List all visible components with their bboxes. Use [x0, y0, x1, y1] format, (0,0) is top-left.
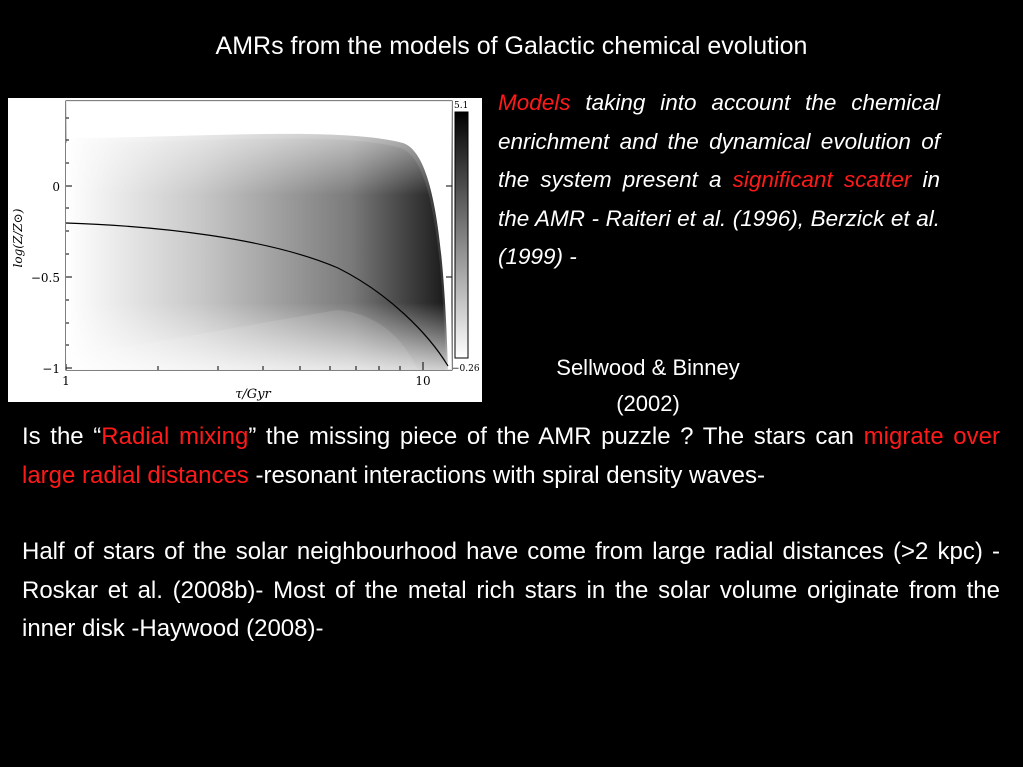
credit-year: (2002): [616, 391, 680, 416]
x-tick-label: 1: [62, 374, 70, 388]
paragraph-spacer: [22, 495, 1000, 533]
paragraph-text: Is the “: [22, 423, 102, 450]
slide-body: [22, 418, 1000, 649]
x-tick-label: 10: [415, 374, 431, 388]
highlight-radial-mixing: Radial mixing: [101, 423, 249, 450]
credit-authors: Sellwood & Binney: [556, 355, 740, 380]
amr-figure: [8, 98, 482, 402]
amr-plot: [8, 98, 482, 402]
highlight-migrate: migrate over large radial distances: [22, 423, 1000, 489]
slide-title: AMRs from the models of Galactic chemical evolution: [215, 32, 808, 60]
caption-text: taking into account the chemical enrichment and the dynamical evolution of the system present a: [498, 90, 940, 192]
paragraph-text: -resonant interactions with spiral density waves-: [248, 461, 766, 489]
paragraph-text: ” the missing piece of the AMR puzzle ? The stars can: [248, 423, 864, 450]
y-axis-label: log(Z/Z⊙): [11, 208, 25, 268]
density-band: [66, 101, 452, 370]
y-tick-label: 0: [52, 180, 60, 194]
colorbar-max-label: 5.1: [454, 101, 469, 111]
caption-highlight-scatter: significant scatter: [732, 167, 912, 192]
paragraph-solar-neighbourhood: Half of stars of the solar neighbourhood have come from large radial distances (>2 kpc) -Roskar et al. (2008b)- Most of the metal rich stars in the solar volume originate from the inner disk -Haywood (2008)-: [22, 538, 1000, 642]
caption-text-reference: in the AMR - Raiteri et al. (1996), Berzick et al. (1999) -: [498, 167, 941, 269]
figure-credit: [498, 350, 798, 422]
y-tick-label: −0.5: [30, 271, 60, 285]
y-tick-label: −1: [42, 362, 60, 376]
paragraph-radial-mixing: [22, 418, 1000, 495]
figure-caption: [498, 84, 940, 277]
caption-highlight-models: Models: [498, 90, 571, 115]
colorbar-min-label: −0.26: [452, 364, 480, 374]
colorbar: [455, 112, 468, 358]
x-axis-label: τ/Gyr: [235, 387, 271, 402]
